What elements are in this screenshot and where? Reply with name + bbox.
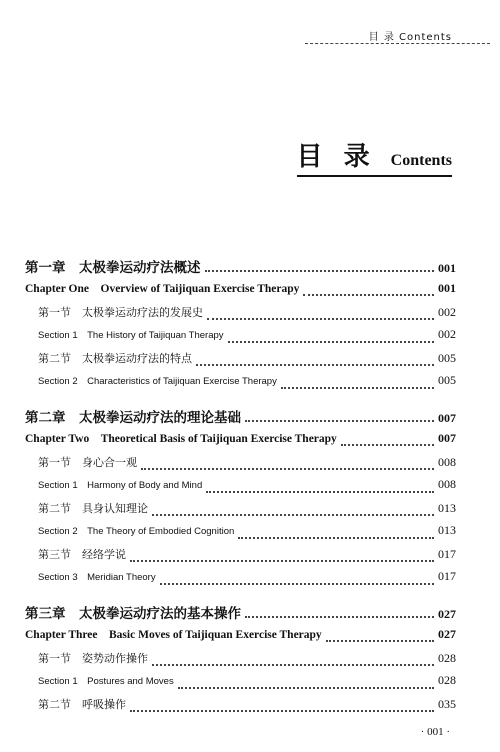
toc-leader-dots [207,318,434,320]
toc-entry-page-number: 035 [438,697,456,711]
toc-entry-section-cn[interactable] [25,650,456,673]
toc-leader-dots [303,294,434,296]
toc-group-gap [25,592,456,602]
toc-entry-section-en[interactable] [25,327,456,350]
toc-entry-label: 第一节 太极拳运动疗法的发展史 [38,306,203,319]
toc-leader-dots [160,583,434,585]
toc-entry-section-en[interactable] [25,569,456,592]
toc-entry-section-cn[interactable] [25,546,456,569]
toc-entry-page-number: 008 [438,477,456,491]
toc-entry-section-en[interactable] [25,373,456,396]
toc-entry-page-number: 002 [438,305,456,319]
toc-entry-label: Section 2 Characteristics of Taijiquan Exercise Therapy [38,376,277,387]
toc-leader-dots [130,710,434,712]
toc-entry-page-number: 005 [438,351,456,365]
toc-entry-label: Section 1 Harmony of Body and Mind [38,480,203,491]
toc-entry-chapter-cn[interactable] [25,406,456,430]
toc-entry-page-number: 001 [438,261,456,275]
toc-entry-page-number: 027 [438,607,456,621]
toc-entry-page-number: 005 [438,373,456,387]
toc-entry-section-cn[interactable] [25,304,456,327]
table-of-contents [25,256,456,719]
toc-entry-label: Section 1 Postures and Moves [38,676,174,687]
toc-entry-chapter-en[interactable] [25,430,456,454]
toc-entry-section-cn[interactable] [25,500,456,523]
toc-entry-page-number: 027 [438,627,456,641]
toc-entry-page-number: 028 [438,673,456,687]
toc-entry-label: Chapter Three Basic Moves of Taijiquan Exercise Therapy [25,629,322,641]
running-head: 目 录 Contents [368,32,452,43]
toc-entry-label: Chapter One Overview of Taijiquan Exercise Therapy [25,283,300,295]
toc-entry-chapter-cn[interactable] [25,256,456,280]
toc-entry-label: 第二节 太极拳运动疗法的特点 [38,352,192,365]
toc-entry-label: 第一节 身心合一观 [38,456,137,469]
title-en: Contents [390,152,452,169]
toc-entry-page-number: 007 [438,411,456,425]
toc-leader-dots [152,514,434,516]
toc-entry-page-number: 002 [438,327,456,341]
toc-entry-label: 第二节 呼吸操作 [38,698,126,711]
toc-entry-page-number: 017 [438,547,456,561]
toc-entry-page-number: 013 [438,523,456,537]
page-number: · 001 · [420,726,450,738]
toc-entry-label: 第三节 经络学说 [38,548,126,561]
toc-entry-label: Section 1 The History of Taijiquan Therapy [38,330,224,341]
toc-entry-page-number: 013 [438,501,456,515]
toc-entry-label: 第一节 姿势动作操作 [38,652,148,665]
toc-entry-page-number: 008 [438,455,456,469]
toc-entry-label: Section 2 The Theory of Embodied Cognition [38,526,235,537]
toc-entry-label: 第三章 太极拳运动疗法的基本操作 [25,606,241,622]
toc-leader-dots [238,537,434,539]
toc-leader-dots [196,364,434,366]
toc-entry-label: Chapter Two Theoretical Basis of Taijiquan Exercise Therapy [25,433,337,445]
toc-leader-dots [326,640,434,642]
toc-leader-dots [205,270,435,272]
toc-leader-dots [281,387,434,389]
toc-entry-label: Section 3 Meridian Theory [38,572,156,583]
toc-leader-dots [245,616,434,618]
toc-leader-dots [152,664,434,666]
toc-leader-dots [130,560,434,562]
title-cn: 目 录 [296,142,376,172]
toc-entry-label: 第一章 太极拳运动疗法概述 [25,260,201,276]
toc-entry-section-en[interactable] [25,477,456,500]
toc-leader-dots [141,468,434,470]
toc-leader-dots [206,491,434,493]
toc-leader-dots [228,341,434,343]
toc-entry-page-number: 001 [438,281,456,295]
toc-entry-section-cn[interactable] [25,350,456,373]
toc-leader-dots [245,420,434,422]
toc-entry-chapter-cn[interactable] [25,602,456,626]
toc-entry-page-number: 017 [438,569,456,583]
toc-entry-section-en[interactable] [25,673,456,696]
toc-entry-label: 第二节 具身认知理论 [38,502,148,515]
toc-entry-section-en[interactable] [25,523,456,546]
toc-entry-page-number: 007 [438,431,456,445]
page-title [297,136,452,177]
toc-entry-section-cn[interactable] [25,696,456,719]
toc-entry-chapter-en[interactable] [25,626,456,650]
toc-entry-chapter-en[interactable] [25,280,456,304]
toc-group-gap [25,396,456,406]
toc-leader-dots [178,687,434,689]
toc-entry-section-cn[interactable] [25,454,456,477]
toc-entry-page-number: 028 [438,651,456,665]
toc-leader-dots [341,444,434,446]
toc-entry-label: 第二章 太极拳运动疗法的理论基础 [25,410,241,426]
header-rule [305,43,490,44]
